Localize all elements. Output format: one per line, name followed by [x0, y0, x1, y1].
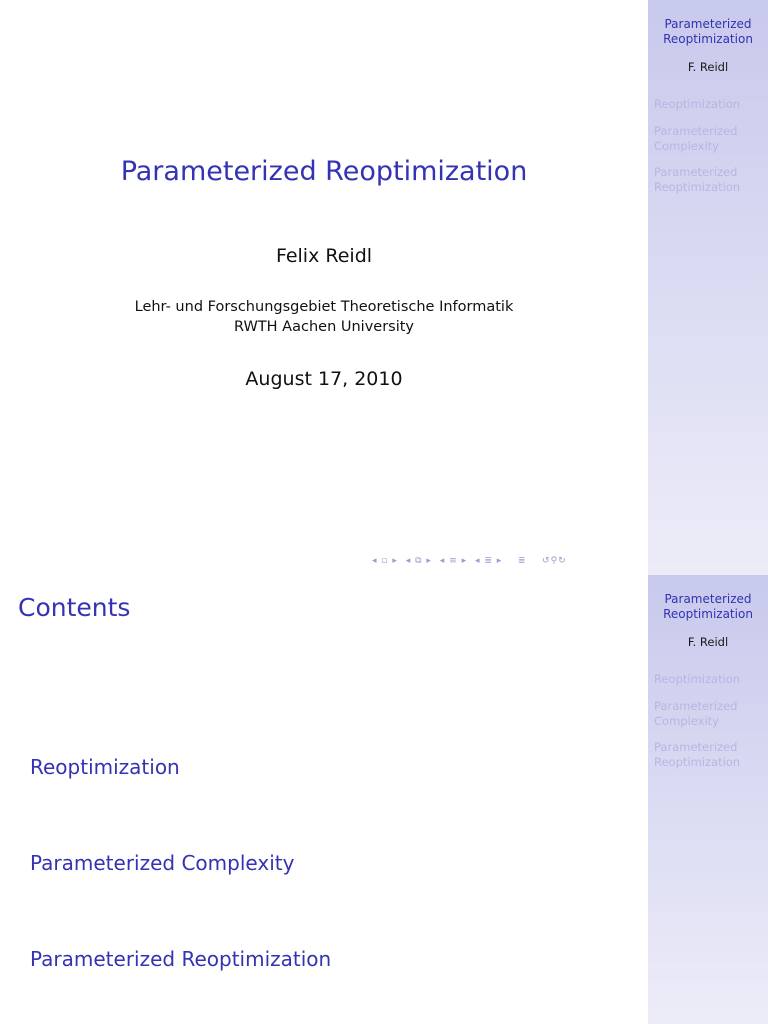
subsection-icon[interactable]: ◂ ≡ ▸ — [439, 556, 468, 566]
sidebar-item-parameterized-complexity[interactable]: Parameterized Complexity — [654, 699, 738, 728]
sidebar-item-parameterized-reoptimization[interactable]: Parameterized Reoptimization — [654, 165, 741, 194]
sidebar-item-reoptimization[interactable]: Reoptimization — [654, 97, 741, 111]
toc-item-reoptimization[interactable]: Reoptimization — [30, 755, 180, 779]
sidebar-author: F. Reidl — [687, 635, 729, 649]
institute — [0, 297, 648, 337]
author-name: Felix Reidl — [275, 245, 373, 267]
sidebar — [648, 575, 768, 1024]
slide-title: Contents — [18, 593, 131, 622]
first-frame-icon[interactable]: ◂ ▫ ▸ — [372, 556, 398, 566]
search-icon[interactable]: ↺⚲↻ — [542, 556, 567, 566]
sidebar — [648, 0, 768, 575]
toc-item-parameterized-reoptimization[interactable]: Parameterized Reoptimization — [30, 947, 332, 971]
sidebar-title-line2[interactable]: Reoptimization — [663, 32, 753, 46]
institute-line1: Lehr- und Forschungsgebiet Theoretische Informatik — [134, 299, 514, 315]
sidebar-item-reoptimization[interactable]: Reoptimization — [654, 672, 741, 686]
navigation-bar — [372, 556, 571, 566]
toc-item-parameterized-complexity[interactable]: Parameterized Complexity — [30, 851, 295, 875]
align-icon[interactable]: ≣ — [510, 556, 535, 566]
sidebar-author: F. Reidl — [687, 60, 729, 74]
sidebar-title-line2[interactable]: Reoptimization — [663, 607, 753, 621]
contents-slide — [0, 575, 768, 1024]
section-icon[interactable]: ◂ ≣ ▸ — [474, 556, 503, 566]
sidebar-title-line1[interactable]: Parameterized — [664, 17, 752, 31]
slide-title: Parameterized Reoptimization — [120, 156, 528, 187]
presentation-date: August 17, 2010 — [245, 368, 403, 390]
institute-line2: RWTH Aachen University — [233, 319, 415, 335]
sidebar-title-line1[interactable]: Parameterized — [664, 592, 752, 606]
sidebar-item-parameterized-reoptimization[interactable]: Parameterized Reoptimization — [654, 740, 741, 769]
sidebar-item-parameterized-complexity[interactable]: Parameterized Complexity — [654, 124, 738, 153]
frame-icon[interactable]: ◂ ⧉ ▸ — [405, 556, 432, 566]
